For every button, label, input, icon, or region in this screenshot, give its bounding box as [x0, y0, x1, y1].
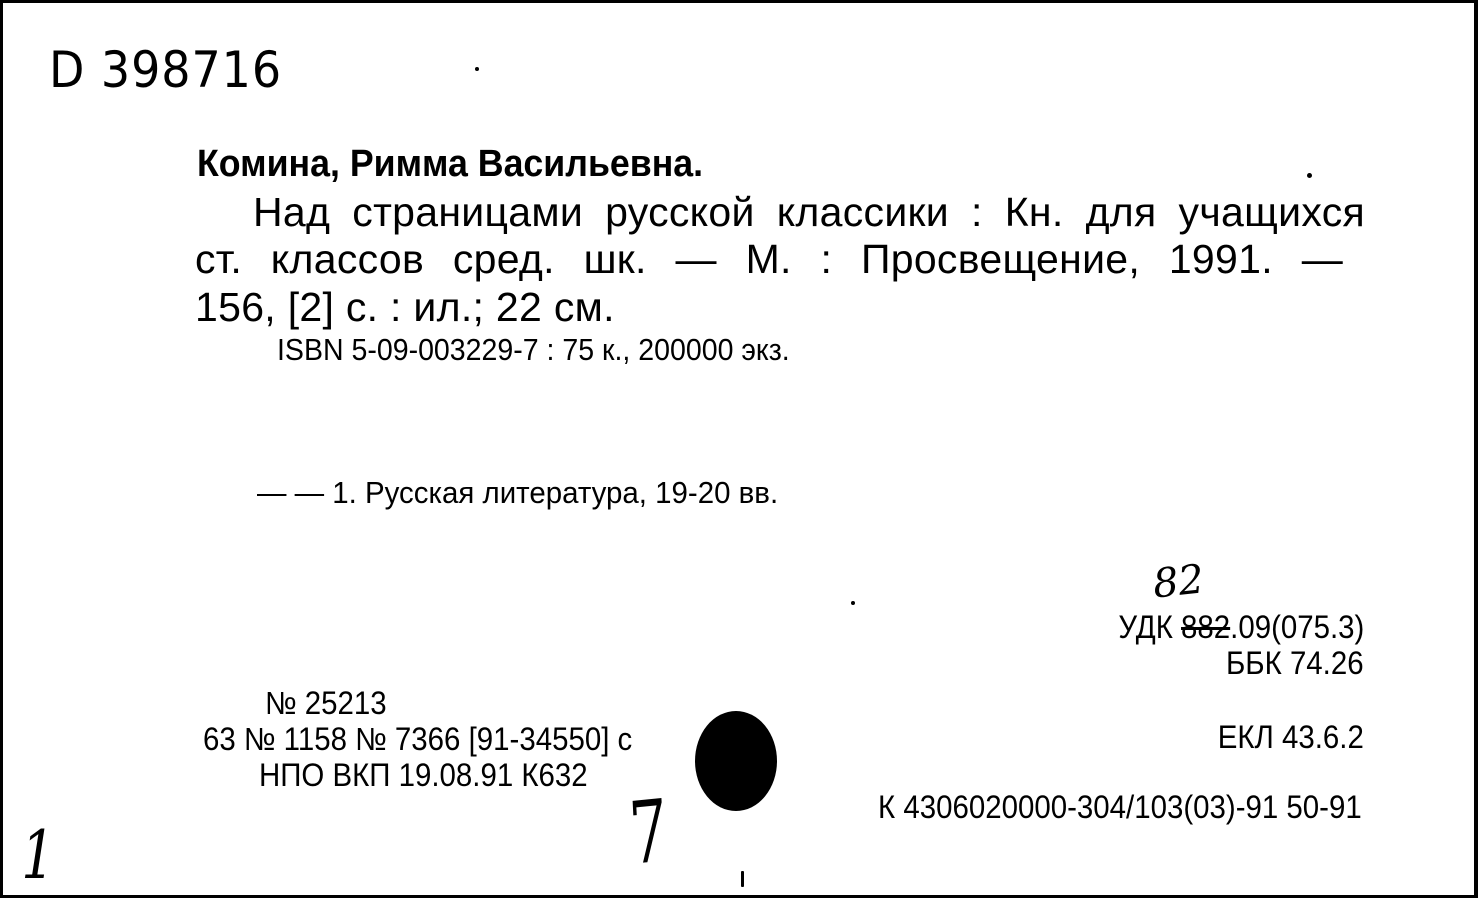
- ekl-classification: ЕКЛ 43.6.2: [1217, 719, 1364, 755]
- handwritten-mark-7: 7: [626, 781, 670, 885]
- bbk-classification: ББК 74.26: [1226, 645, 1364, 681]
- handwritten-mark-1: 1: [21, 817, 55, 894]
- author-heading: Комина, Римма Васильевна.: [197, 143, 704, 185]
- udc-suffix: .09(075.3): [1229, 609, 1364, 645]
- isbn-line: ISBN 5-09-003229-7 : 75 к., 200000 экз.: [277, 332, 790, 367]
- order-line-1: № 25213: [265, 685, 387, 721]
- k-code: К 4306020000-304/103(03)-91 50-91: [878, 789, 1362, 825]
- title-line-1: Над страницами русской классики : Кн. для учащихся: [253, 189, 1365, 235]
- ink-speck: [475, 67, 479, 71]
- udc-struck-code: 882: [1180, 609, 1230, 645]
- title-line-3: 156, [2] с. : ил.; 22 см.: [195, 284, 615, 330]
- call-number: D 398716: [49, 41, 283, 99]
- title-line-2: ст. классов сред. шк. — М. : Просвещение, 1991. —: [195, 236, 1343, 282]
- udc-classification: [1118, 609, 1364, 646]
- order-line-3: НПО ВКП 19.08.91 К632: [259, 757, 588, 793]
- subject-heading: — — 1. Русская литература, 19-20 вв.: [257, 475, 779, 510]
- order-line-2: 63 № 1158 № 7366 [91-34550] с: [203, 721, 633, 757]
- ink-speck: [851, 601, 855, 605]
- ink-speck: [1307, 173, 1312, 178]
- ink-speck: [741, 871, 744, 887]
- punch-hole: [695, 711, 777, 811]
- handwritten-udc-correction: 82: [1150, 556, 1207, 608]
- udc-prefix: УДК: [1118, 609, 1181, 645]
